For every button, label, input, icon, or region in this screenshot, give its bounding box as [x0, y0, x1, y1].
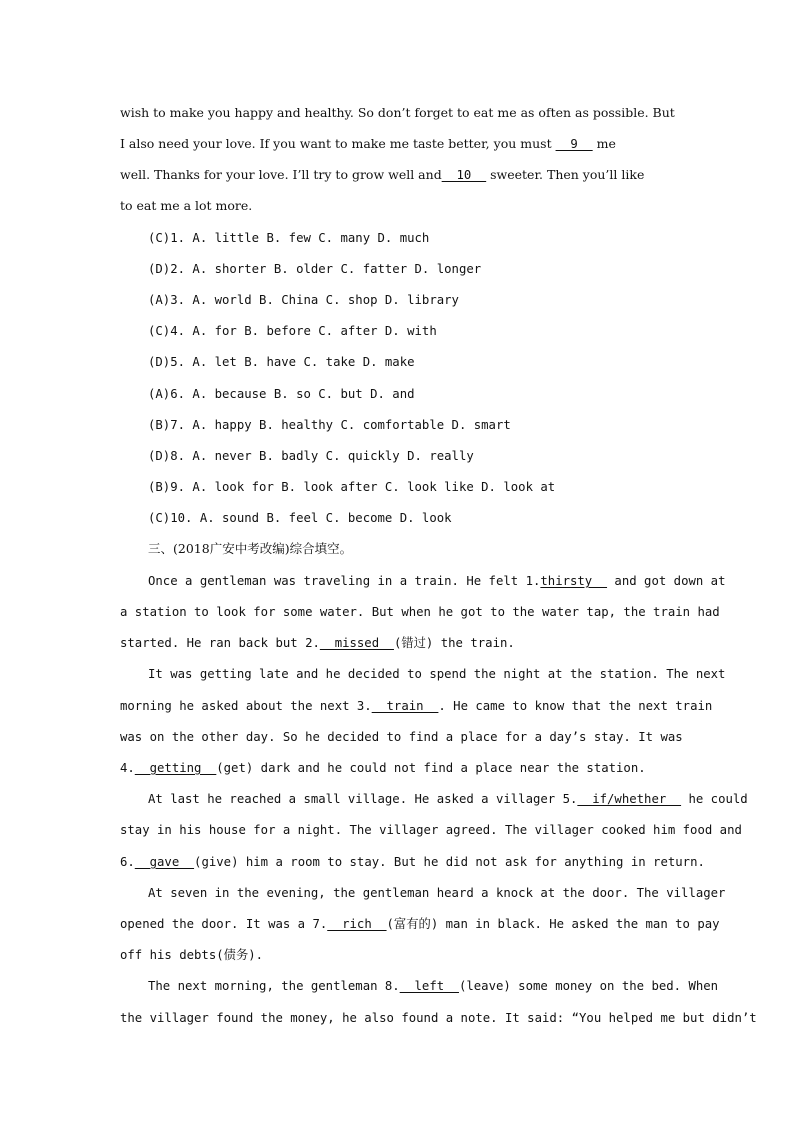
story-line: [148, 791, 748, 807]
story-text: and got down at: [607, 574, 726, 588]
passage-text: sweeter. Then you’ll like: [490, 167, 645, 182]
story-line: off his debts(债务).: [120, 948, 264, 962]
option-line: (B)7. A. happy B. healthy C. comfortable D. smart: [148, 418, 511, 432]
option-line: (C)10. A. sound B. feel C. become D. look: [148, 511, 452, 525]
story-text: (give) him a room to stay. But he did not ask for anything in return.: [194, 855, 705, 869]
option-line: (C)1. A. little B. few C. many D. much: [148, 231, 430, 245]
story-line: was on the other day. So he decided to find a place for a day’s stay. It was: [120, 730, 683, 744]
option-line: (D)8. A. never B. badly C. quickly D. really: [148, 449, 474, 463]
passage-text: well. Thanks for your love. I’ll try to grow well and: [120, 167, 442, 182]
story-text: 6.: [120, 855, 135, 869]
option-line: (A)6. A. because B. so C. but D. and: [148, 387, 415, 401]
option-line: (B)9. A. look for B. look after C. look like D. look at: [148, 480, 556, 494]
story-line: [148, 978, 718, 994]
story-text: opened the door. It was a 7.: [120, 917, 328, 931]
story-text: started. He ran back but 2.: [120, 636, 320, 650]
option-line: (A)3. A. world B. China C. shop D. library: [148, 293, 459, 307]
story-line: a station to look for some water. But when he got to the water tap, the train had: [120, 605, 720, 619]
passage-line: [120, 136, 616, 152]
story-text: 4.: [120, 761, 135, 775]
passage-text: I also need your love. If you want to make me taste better, you must: [120, 136, 552, 151]
option-line: (C)4. A. for B. before C. after D. with: [148, 324, 437, 338]
answer-4: __getting__: [134, 761, 217, 775]
story-line: [120, 916, 720, 932]
answer-3: __train__: [371, 699, 439, 713]
answer-2: __missed__: [319, 636, 394, 650]
story-text: (leave) some money on the bed. When: [458, 979, 719, 993]
blank-10: __10__: [441, 168, 487, 182]
story-line: the villager found the money, he also found a note. It said: “You helped me but didn’t: [120, 1011, 757, 1025]
story-line: [148, 573, 726, 589]
blank-9: __9__: [555, 137, 593, 151]
passage-line: wish to make you happy and healthy. So don’t forget to eat me as often as possible. But: [120, 105, 675, 120]
passage-line: to eat me a lot more.: [120, 198, 253, 213]
story-line: [120, 635, 515, 651]
passage-text: me: [596, 136, 616, 151]
story-text: (错过) the train.: [393, 636, 515, 650]
story-text: he could: [681, 792, 748, 806]
story-line: [120, 698, 712, 714]
story-text: (get) dark and he could not find a place near the station.: [216, 761, 646, 775]
story-text: At last he reached a small village. He asked a villager 5.: [148, 792, 578, 806]
option-line: (D)5. A. let B. have C. take D. make: [148, 355, 415, 369]
story-line: [120, 760, 646, 776]
answer-8: __left__: [399, 979, 459, 993]
story-text: . He came to know that the next train: [438, 699, 713, 713]
answer-6: __gave__: [134, 855, 195, 869]
story-text: morning he asked about the next 3.: [120, 699, 372, 713]
answer-1: thirsty__: [540, 574, 608, 588]
option-line: (D)2. A. shorter B. older C. fatter D. longer: [148, 262, 482, 276]
story-text: (富有的) man in black. He asked the man to pay: [386, 917, 720, 931]
story-line: It was getting late and he decided to spend the night at the station. The next: [148, 667, 726, 681]
passage-line: [120, 167, 644, 183]
story-text: Once a gentleman was traveling in a train. He felt 1.: [148, 574, 541, 588]
story-text: The next morning, the gentleman 8.: [148, 979, 400, 993]
story-line: stay in his house for a night. The villager agreed. The villager cooked him food and: [120, 823, 742, 837]
story-line: At seven in the evening, the gentleman heard a knock at the door. The villager: [148, 886, 726, 900]
story-line: [120, 854, 705, 870]
answer-7: __rich__: [327, 917, 387, 931]
answer-5: __if/whether__: [577, 792, 682, 806]
section-title: 三、(2018广安中考改编)综合填空。: [148, 541, 353, 556]
